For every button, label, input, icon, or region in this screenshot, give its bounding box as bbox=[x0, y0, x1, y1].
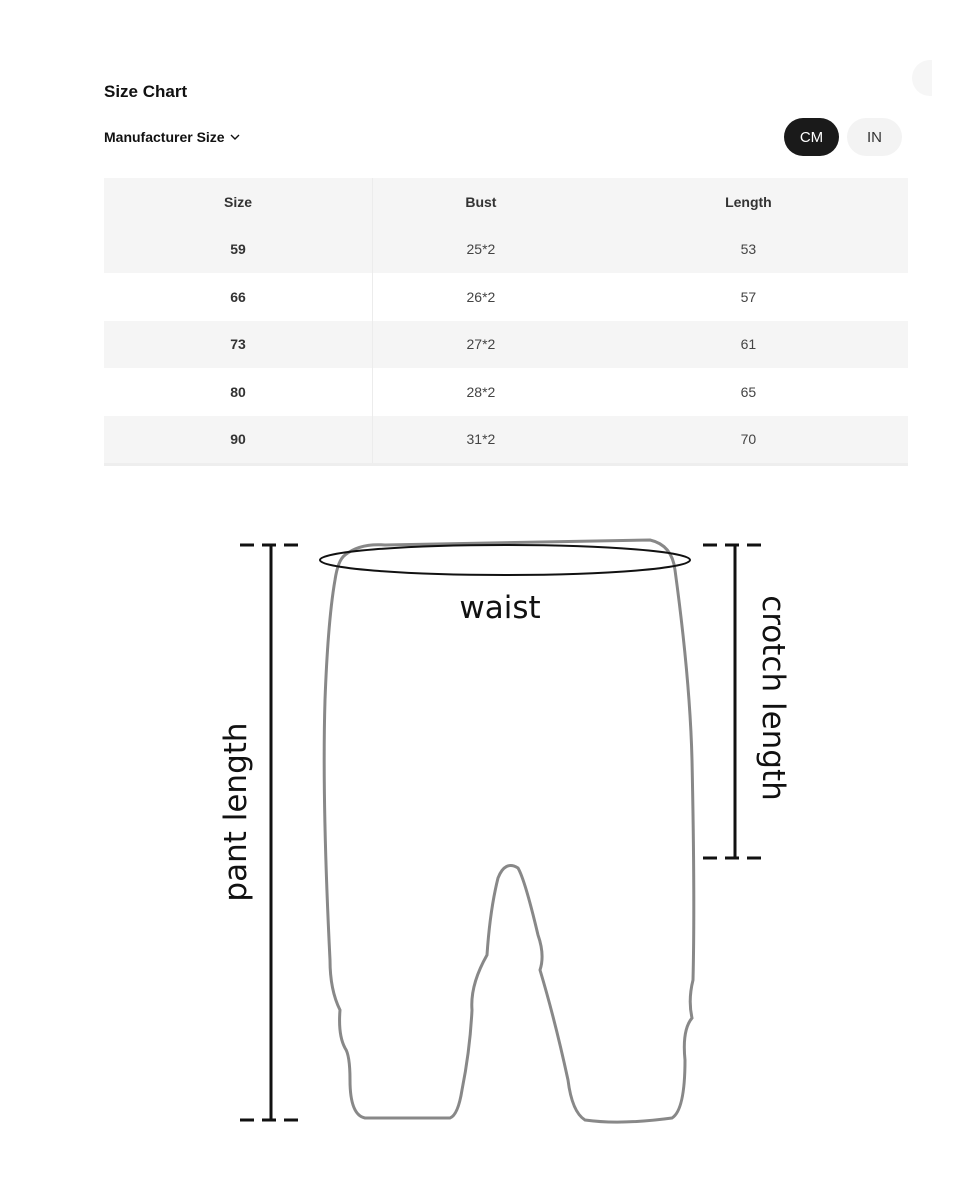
pant-length-label: pant length bbox=[218, 722, 254, 902]
table-header bbox=[104, 178, 908, 226]
cell-size: 80 bbox=[104, 368, 373, 416]
header-length: Length bbox=[725, 193, 772, 210]
cell-bust: 25*2 bbox=[466, 241, 496, 258]
cell-bust: 26*2 bbox=[466, 288, 496, 305]
crotch-length-label: crotch length bbox=[755, 595, 791, 801]
side-panel-edge bbox=[912, 60, 932, 96]
table-row bbox=[104, 273, 908, 321]
waist-label: waist bbox=[459, 590, 541, 626]
cell-length: 53 bbox=[740, 241, 757, 258]
header-bust: Bust bbox=[465, 193, 497, 210]
cell-length: 65 bbox=[740, 383, 757, 400]
cell-length: 57 bbox=[740, 288, 757, 305]
cell-size: 73 bbox=[104, 321, 373, 369]
page-title: Size Chart bbox=[104, 82, 188, 101]
cell-size: 66 bbox=[104, 273, 373, 321]
unit-toggle bbox=[784, 118, 902, 156]
chevron-down-icon bbox=[229, 131, 241, 143]
unit-in-button[interactable]: IN bbox=[847, 118, 902, 156]
pants-outline bbox=[324, 540, 694, 1122]
cell-size: 90 bbox=[104, 416, 373, 465]
unit-cm-button[interactable]: CM bbox=[784, 118, 839, 156]
pants-measurement-diagram bbox=[0, 500, 977, 1150]
cell-size: 59 bbox=[104, 226, 373, 274]
header-size: Size bbox=[104, 178, 373, 226]
cell-bust: 31*2 bbox=[373, 416, 589, 465]
waist-ellipse bbox=[320, 545, 690, 575]
cell-bust: 28*2 bbox=[466, 383, 496, 400]
cell-length: 61 bbox=[740, 336, 757, 353]
table-row bbox=[104, 321, 908, 369]
cell-bust: 27*2 bbox=[466, 336, 496, 353]
manufacturer-size-dropdown[interactable] bbox=[104, 129, 241, 145]
table-row bbox=[104, 226, 908, 274]
cell-length: 70 bbox=[589, 416, 908, 465]
dropdown-label: Manufacturer Size bbox=[104, 129, 225, 145]
size-table bbox=[104, 178, 908, 466]
table-row bbox=[104, 416, 908, 465]
table-row bbox=[104, 368, 908, 416]
